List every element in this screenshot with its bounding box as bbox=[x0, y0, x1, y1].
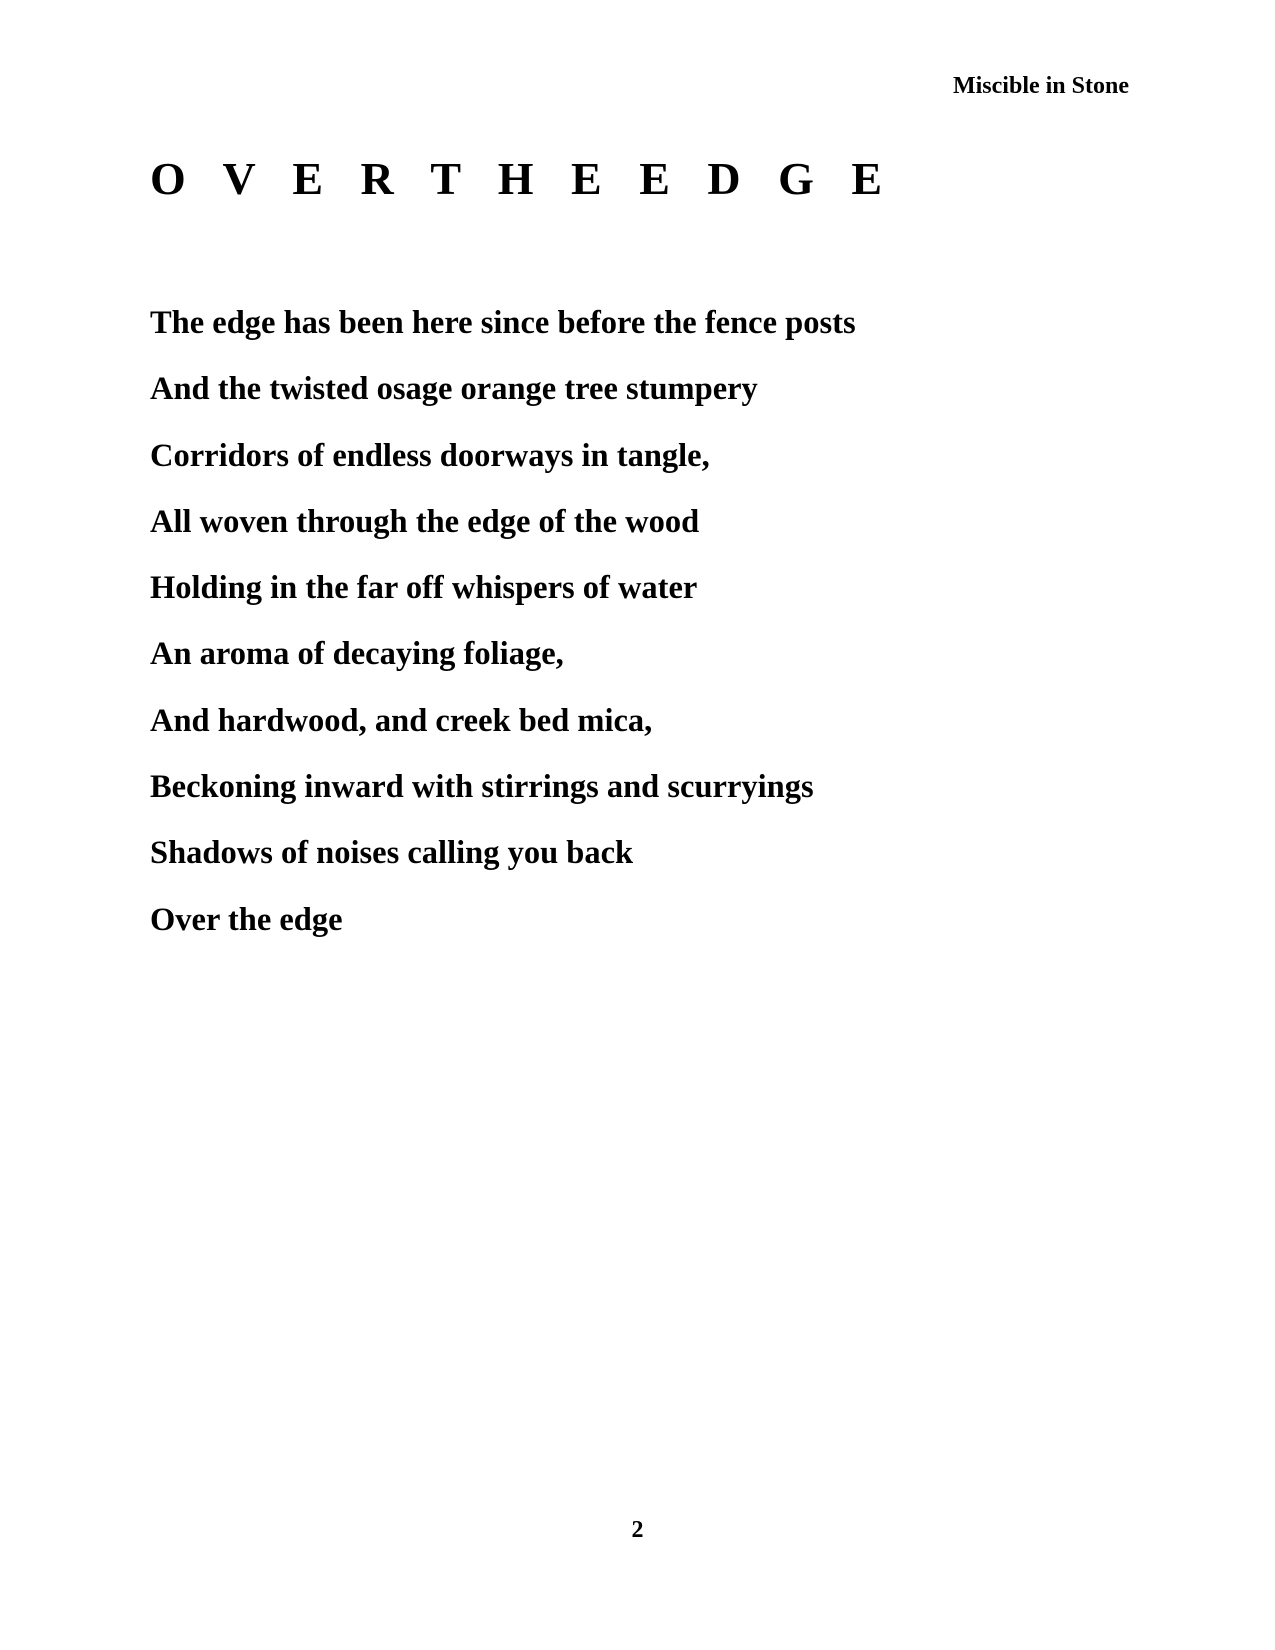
poem-line: An aroma of decaying foliage, bbox=[150, 636, 564, 673]
poem-title: O V E R T H E E D G E bbox=[150, 153, 896, 204]
page-number: 2 bbox=[631, 1517, 644, 1543]
poem-line: Beckoning inward with stirrings and scurryings bbox=[150, 769, 814, 806]
poem-line: All woven through the edge of the wood bbox=[150, 503, 700, 540]
poem-line: Holding in the far off whispers of water bbox=[150, 570, 698, 607]
poem-line: And the twisted osage orange tree stumpery bbox=[150, 371, 758, 408]
poem-line: Over the edge bbox=[150, 901, 343, 938]
poem-line: The edge has been here since before the fence posts bbox=[150, 305, 856, 341]
poem-line: And hardwood, and creek bed mica, bbox=[150, 702, 653, 739]
poem-body bbox=[150, 290, 1150, 953]
poem-line: Corridors of endless doorways in tangle, bbox=[150, 437, 710, 474]
poem-line: Shadows of noises calling you back bbox=[150, 835, 634, 872]
running-header: Miscible in Stone bbox=[952, 73, 1129, 99]
